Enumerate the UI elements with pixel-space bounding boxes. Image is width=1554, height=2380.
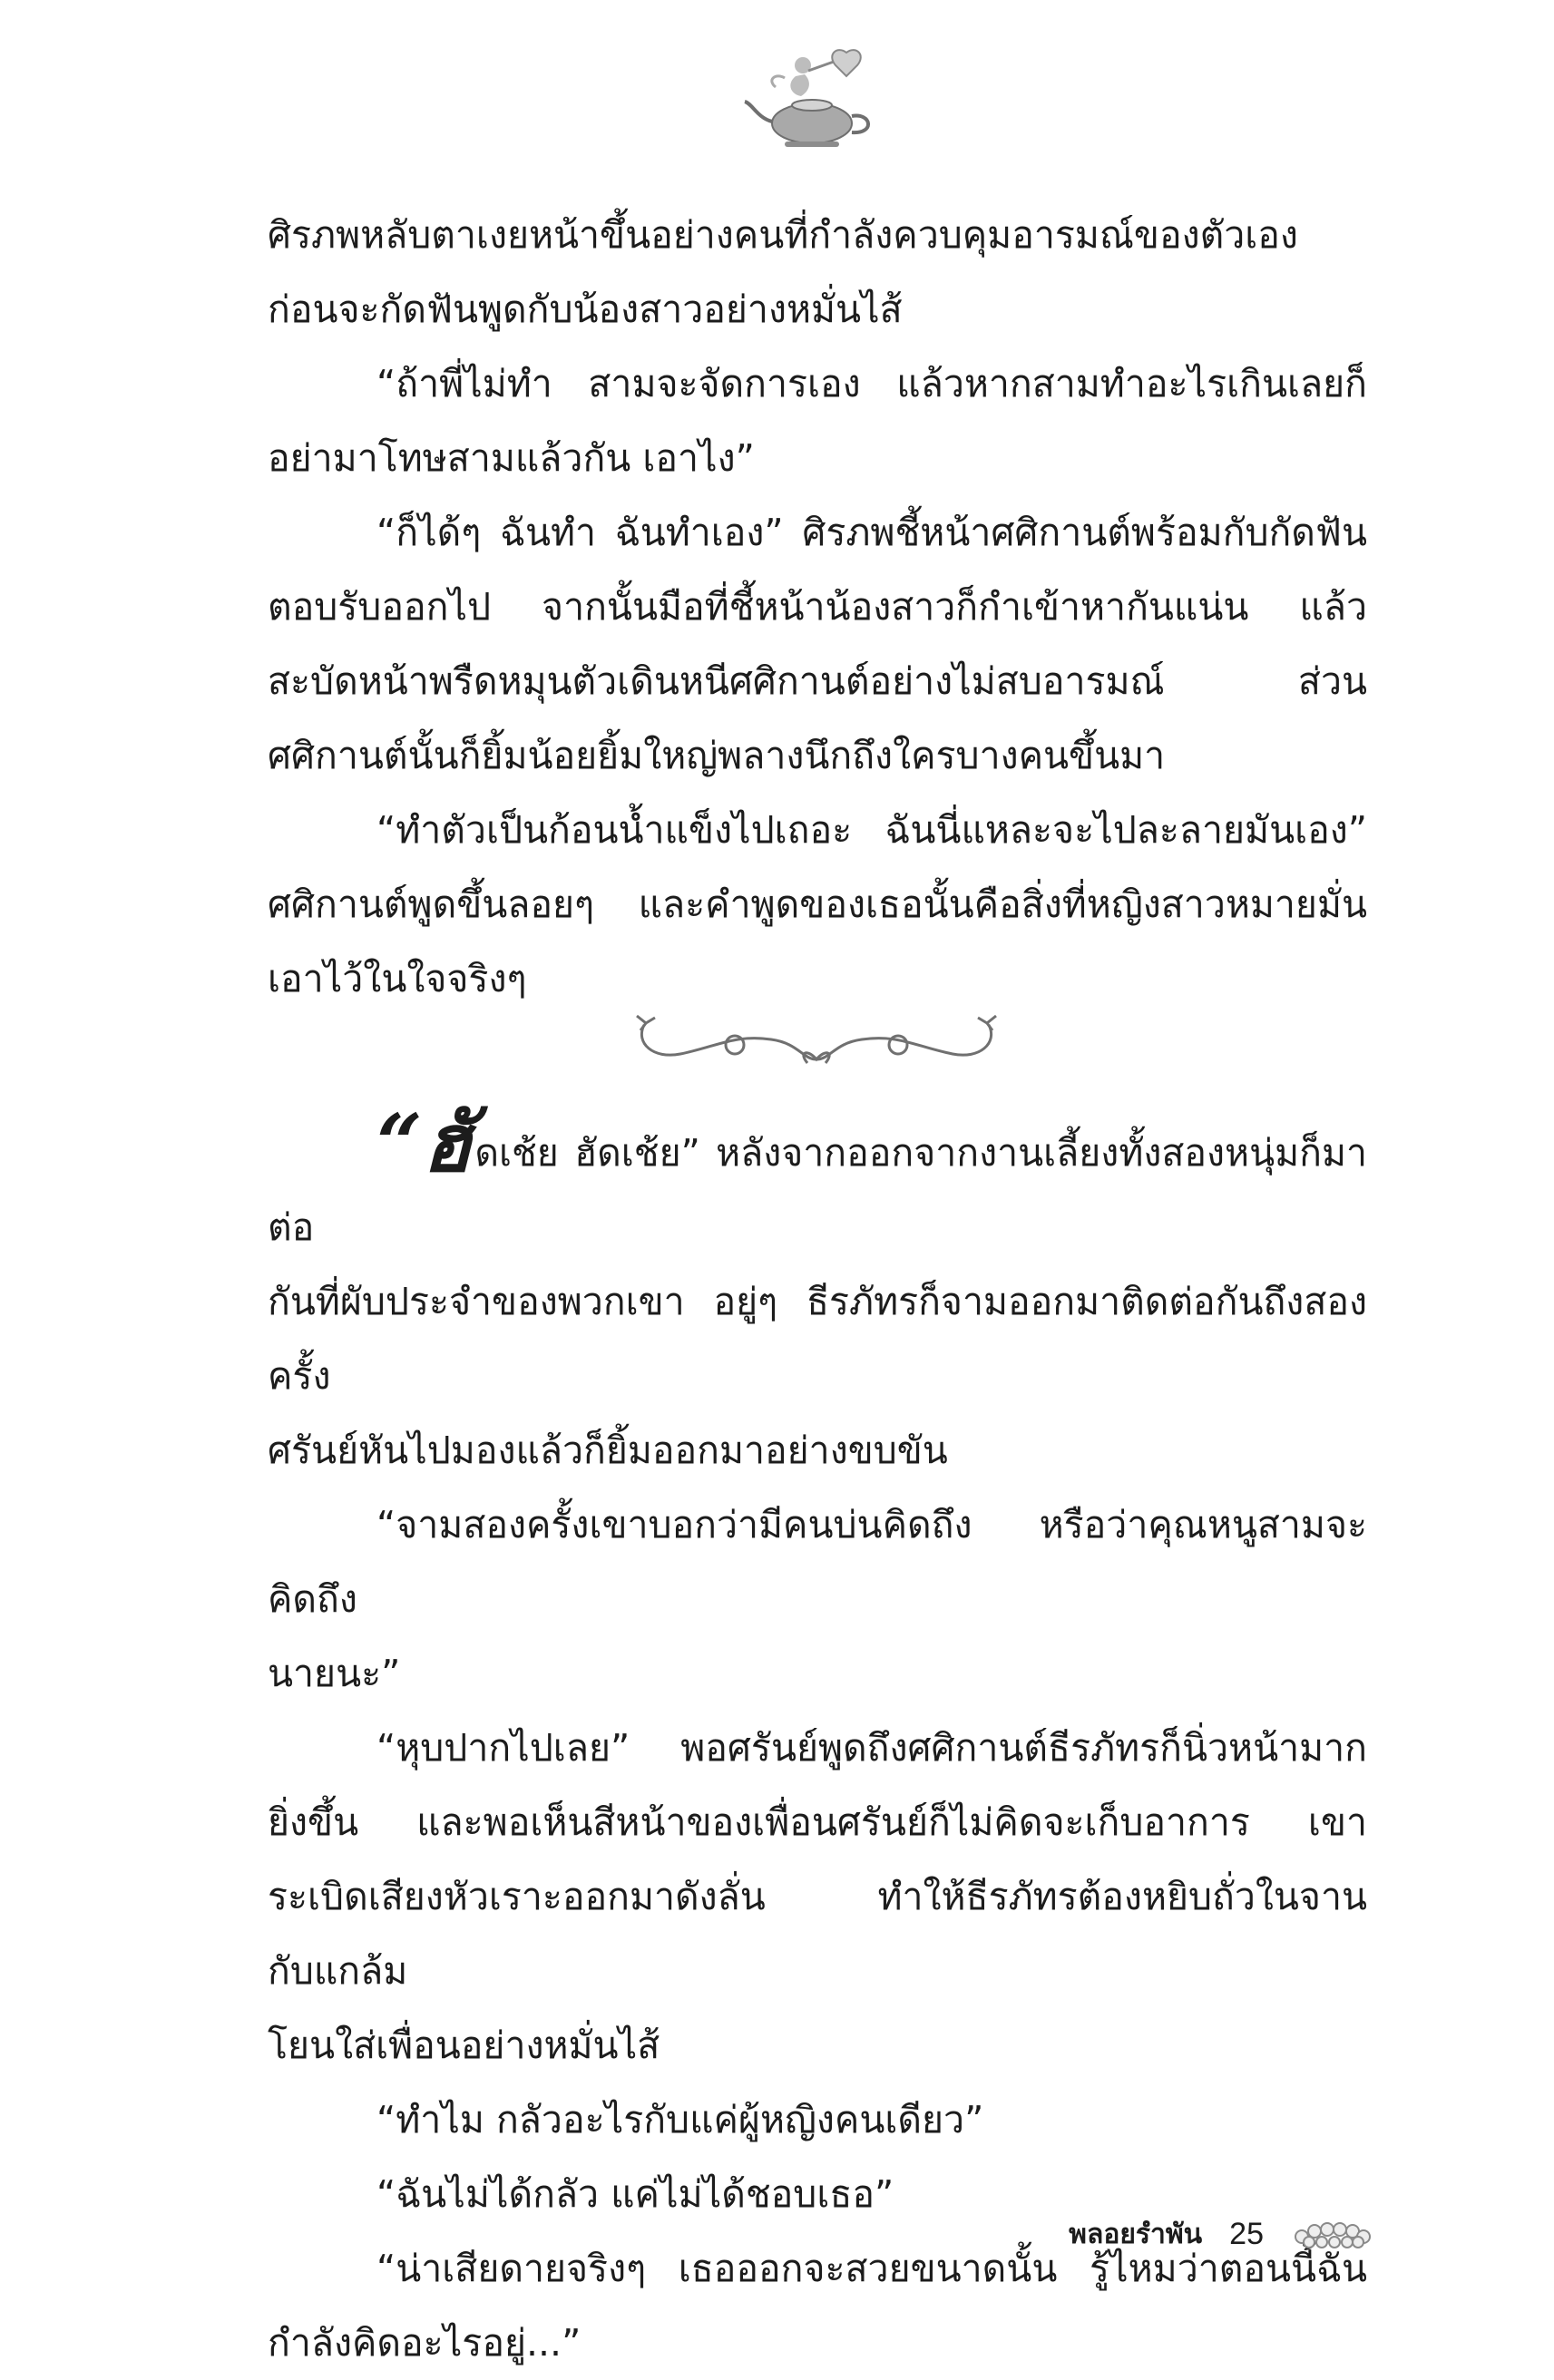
- section-1-text: [268, 198, 1367, 1016]
- text-line: ยิ่งขึ้น และพอเห็นสีหน้าของเพื่อนศรันย์ก็ไม่คิดจะเก็บอาการ เขา: [268, 1800, 1367, 1844]
- text-line: เอาไว้ในใจจริงๆ: [268, 957, 527, 1000]
- page-number: 25: [1229, 2217, 1264, 2251]
- text-line: นายนะ”: [268, 1652, 401, 1695]
- text-line: “ฉันไม่ได้กลัว แค่ไม่ได้ชอบเธอ”: [376, 2172, 894, 2216]
- text-line: อย่ามาโทษสามแล้วกัน เอาไง”: [268, 436, 755, 480]
- text-line: ศศิกานต์นั้นก็ยิ้มน้อยยิ้มใหญ่พลางนึกถึงใครบางคนขึ้นมา: [268, 734, 1166, 777]
- text-line: โยนใส่เพื่อนอย่างหมั่นไส้: [268, 2024, 660, 2067]
- text-line: “ทำตัวเป็นก้อนน้ำแข็งไปเถอะ ฉันนี่แหละจะไปละลายมันเอง”: [376, 808, 1367, 852]
- text-line: สะบัดหน้าพรืดหมุนตัวเดินหนีศศิกานต์อย่างไม่สบอารมณ์ ส่วน: [268, 659, 1367, 703]
- ornamental-swirl-divider-icon: [617, 1007, 1016, 1070]
- text-line: “จามสองครั้งเขาบอกว่ามีคนบ่นคิดถึง หรือว่าคุณหนูสามจะคิดถึง: [268, 1503, 1367, 1621]
- text-line: ตอบรับออกไป จากนั้นมือที่ชี้หน้าน้องสาวก็กำเข้าหากันแน่น แล้ว: [268, 585, 1367, 629]
- text-line: กำลังคิดอะไรอยู่...”: [268, 2321, 582, 2365]
- text-line: ศรันย์หันไปมองแล้วก็ยิ้มออกมาอย่างขบขัน: [268, 1429, 948, 1472]
- text-line: ศิรภพหลับตาเงยหน้าขึ้นอย่างคนที่กำลังควบคุมอารมณ์ของตัวเอง: [268, 213, 1298, 257]
- text-line: “ถ้าพี่ไม่ทำ สามจะจัดการเอง แล้วหากสามทำอะไรเกินเลยก็: [376, 362, 1367, 405]
- dropcap: “ฮั: [376, 1096, 472, 1190]
- text-line: ระเบิดเสียงหัวเราะออกมาดังลั่น ทำให้ธีรภัทรต้องหยิบถั่วในจานกับแกล้ม: [268, 1875, 1367, 1993]
- bead-bracelet-icon: [1291, 2219, 1373, 2251]
- text-line: ดเช้ย ฮัดเช้ย” หลังจากออกจากงานเลี้ยงทั้งสองหนุ่มก็มาต่อ: [268, 1131, 1367, 1249]
- teapot-heart-cupid-icon: [739, 45, 885, 154]
- text-line: “ทำไม กลัวอะไรกับแค่ผู้หญิงคนเดียว”: [376, 2098, 984, 2141]
- text-line-dropcap: [268, 1096, 1367, 1264]
- text-line: “น่าเสียดายจริงๆ เธอออกจะสวยขนาดนั้น รู้ไหมว่าตอนนี้ฉัน: [376, 2247, 1367, 2290]
- section-2-text: [268, 1096, 1367, 2380]
- text-line: ก่อนจะกัดฟันพูดกับน้องสาวอย่างหมั่นไส้: [268, 288, 903, 331]
- text-line: “ก็ได้ๆ ฉันทำ ฉันทำเอง” ศิรภพชี้หน้าศศิกานต์พร้อมกับกัดฟัน: [376, 511, 1367, 554]
- text-line: กันที่ผับประจำของพวกเขา อยู่ๆ ธีรภัทรก็จามออกมาติดต่อกันถึงสองครั้ง: [268, 1280, 1367, 1398]
- text-line: “หุบปากไปเลย” พอศรันย์พูดถึงศศิกานต์ธีรภัทรก็นิ่วหน้ามาก: [376, 1726, 1367, 1770]
- text-line: ศศิกานต์พูดขึ้นลอยๆ และคำพูดของเธอนั้นคือสิ่งที่หญิงสาวหมายมั่น: [268, 883, 1367, 926]
- book-title: พลอยรำพัน: [1069, 2219, 1203, 2250]
